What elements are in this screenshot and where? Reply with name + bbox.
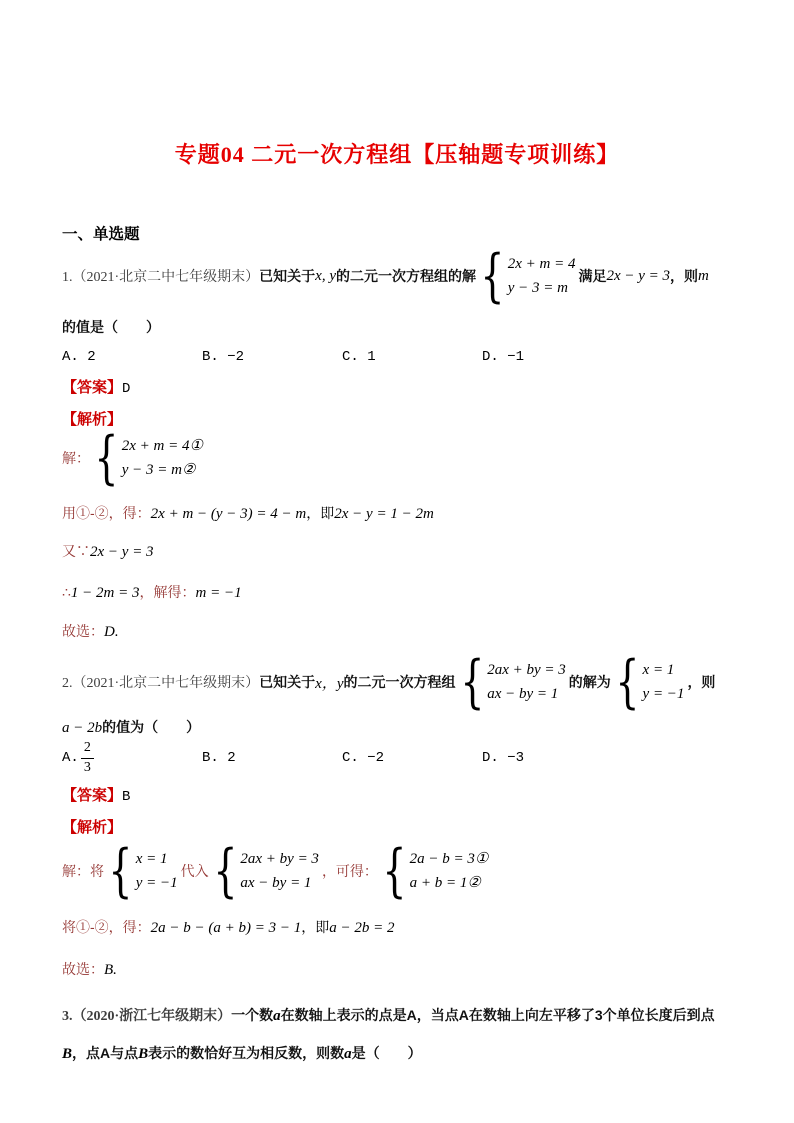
left-brace-glyph: { bbox=[94, 424, 119, 491]
left-brace-glyph: { bbox=[459, 648, 484, 715]
step-connector: 代入 bbox=[180, 863, 209, 879]
left-brace-glyph: { bbox=[382, 837, 407, 904]
step-math: 2x − y = 3 bbox=[90, 544, 154, 560]
answer-label: 【答案】 bbox=[62, 787, 123, 804]
step-math: 2x + m − (y − 3) = 4 − m bbox=[150, 506, 307, 522]
step-connector: 用①-②，得： bbox=[62, 505, 151, 521]
analysis-label: 【解析】 bbox=[62, 411, 123, 428]
left-brace-glyph: { bbox=[212, 837, 238, 904]
page-title: 专题04 二元一次方程组【压轴题专项训练】 bbox=[174, 142, 620, 167]
fraction bbox=[81, 740, 94, 775]
q3-point-label: B bbox=[138, 1046, 149, 1062]
fraction-denominator: 3 bbox=[83, 759, 91, 775]
q2-variables: x，y bbox=[315, 675, 344, 692]
equation: 2ax + by = 3 bbox=[240, 851, 319, 867]
q2-stem-text: 的值为（ ） bbox=[102, 719, 201, 735]
q2-option-c: C. −2 bbox=[342, 750, 385, 766]
conclusion-prefix: 故选： bbox=[62, 623, 104, 639]
equation: a + b = 1② bbox=[409, 875, 481, 891]
equation: y = −1 bbox=[642, 686, 685, 702]
equation-rows bbox=[508, 254, 576, 298]
equation: 2ax + by = 3 bbox=[487, 662, 566, 678]
q3-stem-text: 是（ ） bbox=[351, 1045, 422, 1061]
equation-rows bbox=[410, 849, 489, 893]
q2-option-d: D. −3 bbox=[482, 750, 525, 766]
q1-stem-text: 的二元一次方程组的解 bbox=[336, 268, 476, 284]
therefore-symbol: ∴ bbox=[62, 584, 71, 600]
equation: 2x + m = 4① bbox=[121, 438, 203, 454]
q2-equation-system bbox=[459, 648, 566, 715]
q2-solution-system-line bbox=[62, 837, 732, 904]
q1-conclusion bbox=[62, 620, 732, 643]
q3-variable: a bbox=[344, 1046, 352, 1062]
q2-options bbox=[62, 737, 732, 779]
q2-solution-pair-system bbox=[614, 648, 685, 715]
q2-solution-step-1 bbox=[62, 916, 732, 940]
q2-stem-text: 已知关于 bbox=[259, 674, 316, 690]
step-connector: 将①-②，得： bbox=[62, 919, 151, 935]
q2-stem-text: 的解为 bbox=[568, 674, 611, 690]
q3-stem-text: 在数轴上表示的点是A，当点A在数轴上向左平移了3个单位长度后到点 bbox=[280, 1007, 715, 1023]
q2-sol-system-c bbox=[381, 837, 489, 904]
q3-stem-text: 表示的数恰好互为相反数，则数 bbox=[148, 1045, 345, 1061]
step-connector: ，即 bbox=[301, 921, 330, 936]
equation-rows bbox=[122, 436, 203, 480]
q1-variable-m: m bbox=[698, 267, 709, 284]
q2-option-a bbox=[62, 740, 202, 775]
q2-stem-line2 bbox=[62, 717, 732, 737]
step-math: 2a − b − (a + b) = 3 − 1 bbox=[150, 920, 302, 936]
q2-answer-row bbox=[62, 785, 732, 808]
left-brace-glyph: { bbox=[108, 837, 133, 904]
q2-stem-text: 的二元一次方程组 bbox=[343, 674, 456, 690]
q1-stem-text: ，则 bbox=[670, 268, 699, 284]
q2-number-and-source: 2.（2021·北京二中七年级期末） bbox=[62, 676, 260, 691]
q1-variables: x, y bbox=[315, 267, 336, 284]
q2-analysis-row bbox=[62, 817, 732, 838]
equation: 2x + m = 4 bbox=[507, 256, 576, 272]
solution-prefix: 解：将 bbox=[62, 863, 104, 879]
q1-option-d: D. −1 bbox=[482, 349, 525, 365]
equation-rows bbox=[643, 660, 685, 704]
step-math: 2x − y = 1 − 2m bbox=[334, 506, 434, 522]
q2-conclusion bbox=[62, 958, 732, 981]
q1-solution-system-line bbox=[62, 424, 732, 491]
q2-stem-line1 bbox=[62, 648, 732, 715]
equation-rows bbox=[487, 660, 566, 704]
q1-answer-value: D bbox=[122, 381, 131, 397]
q3-stem-text: 一个数 bbox=[231, 1007, 274, 1023]
q3-number-and-source: 3.（2020·浙江七年级期末） bbox=[62, 1009, 232, 1024]
equation: ax − by = 1 bbox=[487, 686, 559, 702]
equation: 2a − b = 3① bbox=[409, 851, 489, 867]
q3-variable: a bbox=[273, 1008, 281, 1024]
equation-rows bbox=[240, 849, 319, 893]
q1-solution-system bbox=[93, 424, 203, 491]
solution-prefix: 解： bbox=[62, 450, 90, 466]
equation: y − 3 = m bbox=[507, 280, 568, 296]
q2-sol-system-b bbox=[212, 837, 319, 904]
option-label: A. bbox=[62, 750, 79, 766]
q1-number-and-source: 1.（2021·北京二中七年级期末） bbox=[62, 270, 260, 285]
q1-options bbox=[62, 347, 732, 367]
answer-label: 【答案】 bbox=[62, 379, 123, 396]
q2-option-b: B. 2 bbox=[202, 750, 236, 766]
chosen-answer: D. bbox=[104, 624, 119, 640]
q1-solution-step-2 bbox=[62, 540, 732, 563]
conclusion-prefix: 故选： bbox=[62, 961, 104, 977]
equation: y = −1 bbox=[135, 875, 178, 891]
left-brace-glyph: { bbox=[480, 242, 505, 309]
q1-stem-text: 已知关于 bbox=[259, 268, 316, 284]
equation: y − 3 = m② bbox=[121, 462, 196, 478]
step-math: m = −1 bbox=[195, 585, 242, 601]
q1-solution-step-1 bbox=[62, 502, 732, 526]
q3-stem-text: ，点A与点 bbox=[72, 1045, 139, 1061]
equation: x = 1 bbox=[135, 851, 168, 867]
analysis-label: 【解析】 bbox=[62, 819, 123, 836]
q1-option-c: C. 1 bbox=[342, 349, 376, 365]
equation: ax − by = 1 bbox=[240, 875, 312, 891]
chosen-answer: B. bbox=[104, 962, 117, 978]
step-connector: ，解得： bbox=[139, 584, 196, 600]
q1-solution-step-3 bbox=[62, 581, 732, 604]
q1-option-a: A. 2 bbox=[62, 349, 96, 365]
step-connector: ，可得： bbox=[321, 863, 378, 879]
step-connector: ，即 bbox=[306, 507, 335, 522]
q1-stem-line2: 的值是（ ） bbox=[62, 319, 160, 335]
q1-condition: 2x − y = 3 bbox=[606, 267, 671, 284]
q2-target-expression: a − 2b bbox=[62, 720, 103, 736]
equation: x = 1 bbox=[642, 662, 675, 678]
left-brace-glyph: { bbox=[615, 648, 640, 715]
q3-point-label: B bbox=[62, 1046, 73, 1062]
fraction-numerator: 2 bbox=[81, 740, 94, 758]
q1-equation-system bbox=[479, 242, 576, 309]
q3-stem bbox=[62, 997, 732, 1072]
equation-rows bbox=[136, 849, 178, 893]
q1-answer-row bbox=[62, 377, 732, 400]
section-heading: 一、单选题 bbox=[62, 226, 140, 243]
q1-stem-line1 bbox=[62, 242, 732, 309]
q1-analysis-row bbox=[62, 409, 732, 430]
step-math: 1 − 2m = 3 bbox=[70, 585, 140, 601]
q2-stem-text: ，则 bbox=[687, 674, 716, 690]
q2-sol-system-a bbox=[107, 837, 178, 904]
step-connector: 又∵ bbox=[62, 543, 90, 559]
step-math: a − 2b = 2 bbox=[329, 920, 395, 936]
q1-stem-text: 满足 bbox=[578, 268, 607, 284]
q1-option-b: B. −2 bbox=[202, 349, 245, 365]
q2-answer-value: B bbox=[122, 789, 131, 805]
